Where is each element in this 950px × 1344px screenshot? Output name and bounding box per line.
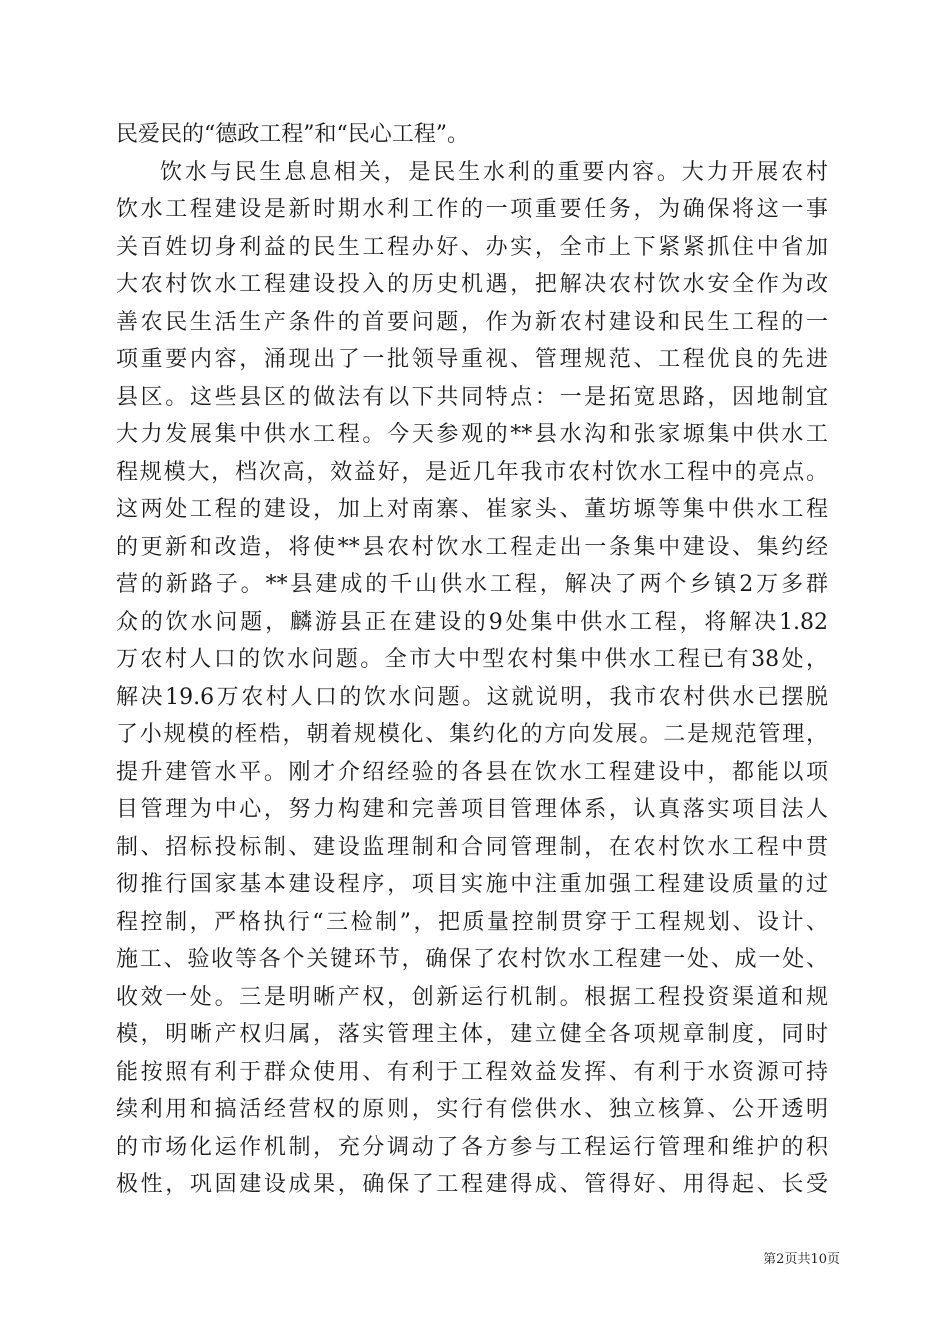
text-line: 民爱民的“德政工程”和“民心工程”。 — [116, 122, 469, 147]
text-line: 程规模大，档次高，效益好，是近几年我市农村饮水工程中的亮点。 — [116, 459, 828, 485]
page-number-footer: 第2页共10页 — [763, 1252, 840, 1267]
text-line: 万农村人口的饮水问题。全市大中型农村集中供水工程已有38处， — [116, 647, 828, 672]
text-line: 项重要内容，涌现出了一批领导重视、管理规范、工程优良的先进 — [116, 347, 828, 372]
text-line: 关百姓切身利益的民生工程办好、办实，全市上下紧紧抓住中省加 — [116, 234, 828, 260]
text-line: 营的新路子。**县建成的千山供水工程，解决了两个乡镇2万多群 — [116, 572, 828, 597]
text-line: 善农民生活生产条件的首要问题，作为新农村建设和民生工程的一 — [116, 309, 828, 335]
text-line: 这两处工程的建设，加上对南寨、崔家头、董坊塬等集中供水工程 — [116, 497, 828, 522]
text-line: 模，明晰产权归属，落实管理主体，建立健全各项规章制度，同时 — [116, 1022, 828, 1047]
text-line: 程控制，严格执行“三检制”，把质量控制贯穿于工程规划、设计、 — [116, 909, 828, 935]
text-line: 解决19.6万农村人口的饮水问题。这就说明，我市农村供水已摆脱 — [116, 684, 828, 710]
text-line: 极性，巩固建设成果，确保了工程建得成、管得好、用得起、长受 — [116, 1172, 828, 1197]
text-line: 县区。这些县区的做法有以下共同特点：一是拓宽思路，因地制宜 — [116, 384, 828, 410]
body-text — [116, 116, 828, 1204]
text-line: 目管理为中心，努力构建和完善项目管理体系，认真落实项目法人 — [116, 797, 828, 822]
text-line: 饮水工程建设是新时期水利工作的一项重要任务，为确保将这一事 — [116, 197, 828, 222]
text-line: 能按照有利于群众使用、有利于工程效益发挥、有利于水资源可持 — [116, 1059, 828, 1085]
text-line: 提升建管水平。刚才介绍经验的各县在饮水工程建设中，都能以项 — [116, 759, 828, 785]
text-line: 的更新和改造，将使**县农村饮水工程走出一条集中建设、集约经 — [116, 534, 828, 560]
text-line: 收效一处。三是明晰产权，创新运行机制。根据工程投资渠道和规 — [116, 984, 828, 1010]
text-line: 大力发展集中供水工程。今天参观的**县水沟和张家塬集中供水工 — [116, 422, 828, 447]
text-line: 众的饮水问题，麟游县正在建设的9处集中供水工程，将解决1.82 — [116, 609, 828, 635]
text-line: 施工、验收等各个关键环节，确保了农村饮水工程建一处、成一处、 — [116, 947, 828, 972]
text-line: 大农村饮水工程建设投入的历史机遇，把解决农村饮水安全作为改 — [116, 272, 828, 297]
text-line: 续利用和搞活经营权的原则，实行有偿供水、独立核算、公开透明 — [116, 1097, 828, 1122]
text-line: 了小规模的桎梏，朝着规模化、集约化的方向发展。二是规范管理， — [116, 722, 828, 747]
text-line: 的市场化运作机制，充分调动了各方参与工程运行管理和维护的积 — [116, 1134, 828, 1160]
text-line: 饮水与民生息息相关，是民生水利的重要内容。大力开展农村 — [160, 159, 828, 185]
text-line: 彻推行国家基本建设程序，项目实施中注重加强工程建设质量的过 — [116, 872, 828, 897]
text-line: 制、招标投标制、建设监理制和合同管理制，在农村饮水工程中贯 — [116, 834, 828, 860]
